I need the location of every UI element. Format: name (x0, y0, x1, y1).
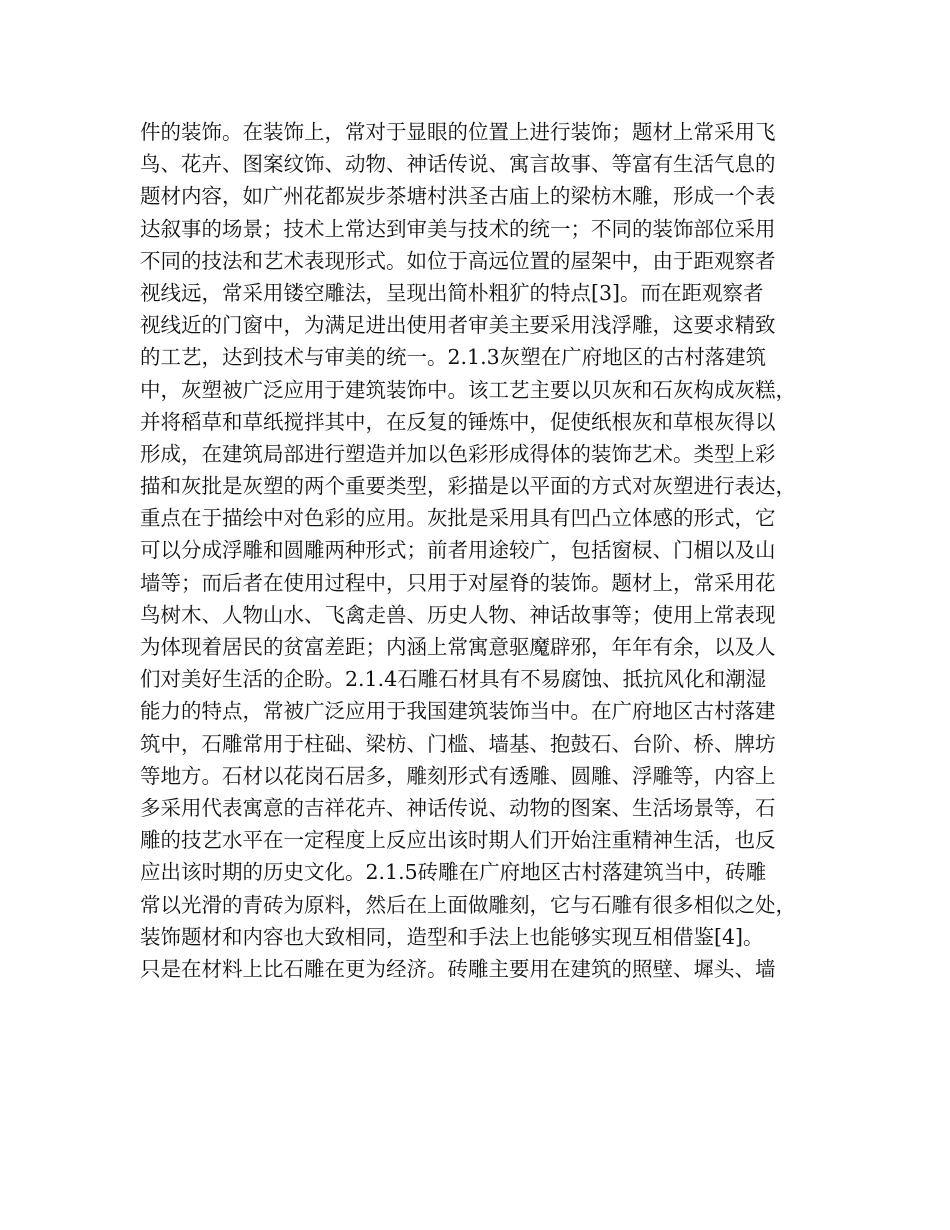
text-line: 视线远，常采用镂空雕法，呈现出简朴粗犷的特点[3]。而在距观察者 (140, 280, 764, 305)
text-line: 鸟、花卉、图案纹饰、动物、神话传说、寓言故事、等富有生活气息的 (140, 152, 776, 177)
text-line: 可以分成浮雕和圆雕两种形式；前者用途较广，包括窗棂、门楣以及山 (140, 538, 776, 563)
text-line: 并将稻草和草纸搅拌其中，在反复的锤炼中，促使纸根灰和草根灰得以 (140, 409, 776, 434)
text-line: 题材内容，如广州花都炭步茶塘村洪圣古庙上的梁枋木雕，形成一个表 (140, 184, 776, 209)
text-line: 中，灰塑被广泛应用于建筑装饰中。该工艺主要以贝灰和石灰构成灰糕， (140, 377, 796, 402)
text-line: 们对美好生活的企盼。2.1.4石雕石材具有不易腐蚀、抵抗风化和潮湿 (140, 667, 767, 692)
text-line: 应出该时期的历史文化。2.1.5砖雕在广府地区古村落建筑当中，砖雕 (140, 860, 767, 885)
text-line: 为体现着居民的贫富差距；内涵上常寓意驱魔辟邪，年年有余，以及人 (140, 635, 776, 659)
text-line: 鸟树木、人物山水、飞禽走兽、历史人物、神话故事等；使用上常表现 (140, 602, 776, 627)
text-line: 的工艺，达到技术与审美的统一。2.1.3灰塑在广府地区的古村落建筑 (140, 345, 767, 370)
text-line: 重点在于描绘中对色彩的应用。灰批是采用具有凹凸立体感的形式，它 (140, 506, 776, 531)
body-text (140, 116, 830, 985)
text-line: 能力的特点，常被广泛应用于我国建筑装饰当中。在广府地区古村落建 (140, 699, 776, 724)
text-line: 件的装饰。在装饰上，常对于显眼的位置上进行装饰；题材上常采用飞 (140, 120, 776, 144)
text-line: 只是在材料上比石雕在更为经济。砖雕主要用在建筑的照壁、墀头、墙 (140, 956, 776, 981)
text-line: 墙等；而后者在使用过程中，只用于对屋脊的装饰。题材上，常采用花 (140, 570, 776, 595)
text-line: 等地方。石材以花岗石居多，雕刻形式有透雕、圆雕、浮雕等，内容上 (140, 763, 776, 788)
text-line: 达叙事的场景；技术上常达到审美与技术的统一；不同的装饰部位采用 (140, 216, 776, 241)
text-line: 不同的技法和艺术表现形式。如位于高远位置的屋架中，由于距观察者 (140, 248, 776, 273)
text-line: 雕的技艺水平在一定程度上反应出该时期人们开始注重精神生活，也反 (140, 828, 776, 853)
text-line: 装饰题材和内容也大致相同，造型和手法上也能够实现互相借鉴[4]。 (140, 924, 764, 949)
text-line: 多采用代表寓意的吉祥花卉、神话传说、动物的图案、生活场景等，石 (140, 795, 776, 820)
text-line: 常以光滑的青砖为原料，然后在上面做雕刻，它与石雕有很多相似之处， (140, 892, 796, 917)
text-line: 描和灰批是灰塑的两个重要类型，彩描是以平面的方式对灰塑进行表达， (140, 474, 796, 499)
text-line: 视线近的门窗中，为满足进出使用者审美主要采用浅浮雕，这要求精致 (140, 313, 776, 338)
text-line: 形成，在建筑局部进行塑造并加以色彩形成得体的装饰艺术。类型上彩 (140, 441, 776, 466)
text-line: 筑中，石雕常用于柱础、梁枋、门槛、墙基、抱鼓石、台阶、桥、牌坊 (140, 731, 776, 756)
